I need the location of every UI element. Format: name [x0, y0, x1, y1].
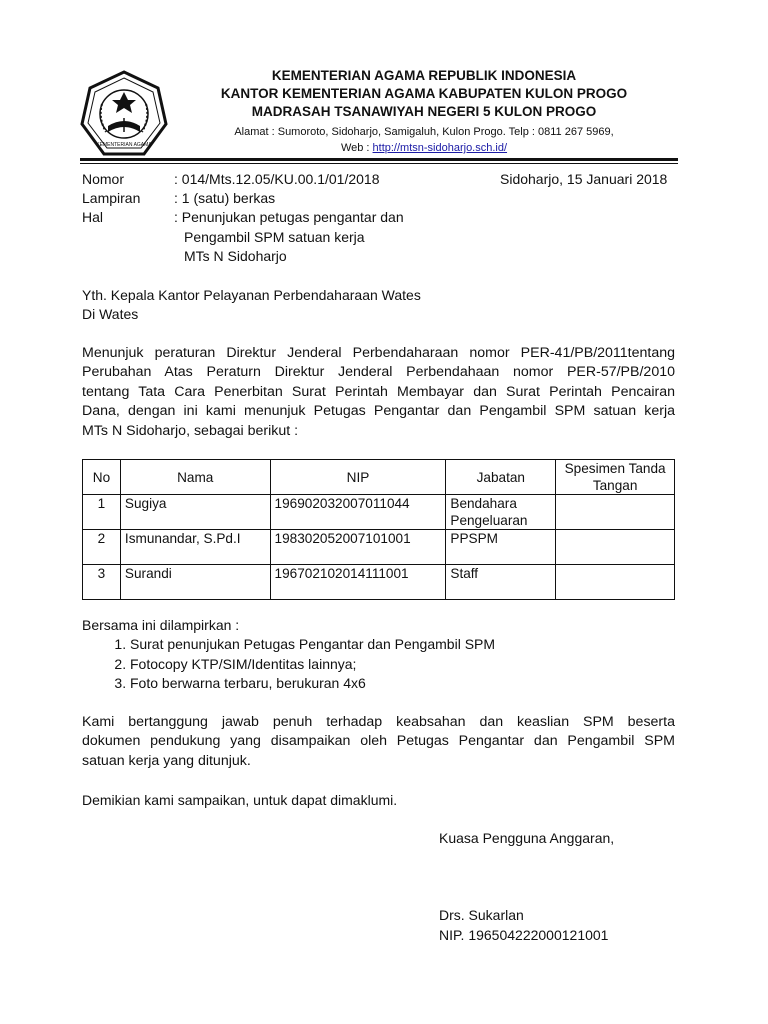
cell-nip: 196902032007011044 — [270, 495, 446, 530]
header-nama: Nama — [120, 460, 270, 495]
cell-no: 1 — [83, 495, 121, 530]
signatory-nip: NIP. 196504222000121001 — [439, 927, 609, 943]
web-link[interactable]: http://mtsn-sidoharjo.sch.id/ — [372, 142, 508, 154]
letterhead-line-2: KANTOR KEMENTERIAN AGAMA KABUPATEN KULON PROGO — [220, 86, 628, 101]
responsibility-line: Kami bertanggung jawab penuh terhadap keabsahan dan keaslian SPM beserta — [82, 714, 675, 730]
lampiran-value: : 1 (satu) berkas — [174, 190, 276, 206]
signatory-name: Drs. Sukarlan — [439, 907, 524, 923]
intro-line: Dana, dengan ini kami menunjuk Petugas Pengantar dan Pengambil SPM satuan kerja — [82, 403, 675, 420]
cell-no: 2 — [83, 530, 121, 565]
attachment-item: 1. Surat penunjukan Petugas Pengantar dan Pengambil SPM — [130, 635, 495, 655]
web-label: Web : — [340, 142, 373, 154]
signature-title: Kuasa Pengguna Anggaran, — [439, 830, 615, 846]
cell-signature — [556, 530, 675, 565]
cell-nama: Sugiya — [120, 495, 270, 530]
letterhead-address: Alamat : Sumoroto, Sidoharjo, Samigaluh, Kulon Progo. Telp : 0811 267 5969, — [234, 126, 614, 138]
table-row — [83, 495, 675, 530]
intro-line: Perubahan Atas Peraturn Direktur Jenderal Perbendahaan nomor PER-57/PB/2010 — [82, 364, 675, 381]
responsibility-line: satuan kerja yang ditunjuk. — [82, 752, 251, 769]
intro-line: tentang Tata Cara Penerbitan Surat Perintah Membayar dan Surat Perintah Pencairan — [82, 383, 675, 400]
cell-jabatan: Bendahara Pengeluaran — [446, 495, 556, 530]
letter-date: Sidoharjo, 15 Januari 2018 — [500, 171, 668, 187]
cell-jabatan: PPSPM — [446, 530, 556, 565]
table-row — [83, 530, 675, 565]
attachment-item: 2. Fotocopy KTP/SIM/Identitas lainnya; — [130, 655, 495, 675]
letterhead-rule-thick — [80, 158, 678, 161]
cell-signature — [556, 565, 675, 600]
letterhead-rule-thin — [80, 163, 678, 164]
cell-jabatan: Staff — [446, 565, 556, 600]
hal-label: Hal — [82, 209, 104, 225]
table-row — [83, 565, 675, 600]
intro-line: Menunjuk peraturan Direktur Jenderal Perbendaharaan nomor PER-41/PB/2011tentang — [82, 345, 675, 361]
letterhead — [160, 67, 688, 156]
header-spesimen: Spesimen Tanda Tangan — [556, 460, 675, 495]
attachment-item: 3. Foto berwarna terbaru, berukuran 4x6 — [130, 674, 495, 694]
header-no: No — [83, 460, 121, 495]
officers-table — [82, 459, 675, 600]
responsibility-paragraph — [82, 713, 675, 771]
lampiran-label: Lampiran — [82, 190, 141, 206]
addressee-line-2: Di Wates — [82, 306, 139, 322]
cell-nama: Surandi — [120, 565, 270, 600]
hal-value-line-1: : Penunjukan petugas pengantar dan — [174, 209, 404, 225]
header-nip: NIP — [270, 460, 446, 495]
letterhead-web — [160, 140, 688, 156]
cell-nip: 196702102014111001 — [270, 565, 446, 600]
intro-line: MTs N Sidoharjo, sebagai berikut : — [82, 422, 299, 439]
responsibility-line: dokumen pendukung yang disampaikan oleh Petugas Pengantar dan Pengambil SPM — [82, 733, 675, 750]
hal-value-line-2: Pengambil SPM satuan kerja — [184, 229, 365, 245]
ministry-logo — [78, 68, 170, 160]
closing-text: Demikian kami sampaikan, untuk dapat dimaklumi. — [82, 792, 398, 808]
nomor-value: : 014/Mts.12.05/KU.00.1/01/2018 — [174, 171, 380, 187]
addressee-line-1: Yth. Kepala Kantor Pelayanan Perbendaharaan Wates — [82, 287, 421, 303]
nomor-label: Nomor — [82, 171, 125, 187]
logo-text: KEMENTERIAN AGAMA — [96, 142, 152, 148]
cell-nip: 198302052007101001 — [270, 530, 446, 565]
cell-no: 3 — [83, 565, 121, 600]
letterhead-line-3: MADRASAH TSANAWIYAH NEGERI 5 KULON PROGO — [251, 104, 597, 119]
cell-nama: Ismunandar, S.Pd.I — [120, 530, 270, 565]
letterhead-line-1: KEMENTERIAN AGAMA REPUBLIK INDONESIA — [271, 68, 577, 83]
cell-signature — [556, 495, 675, 530]
header-jabatan: Jabatan — [446, 460, 556, 495]
attachments-list — [82, 635, 495, 694]
attachments-heading: Bersama ini dilampirkan : — [82, 617, 240, 633]
intro-paragraph — [82, 344, 675, 441]
hal-value-line-3: MTs N Sidoharjo — [184, 248, 287, 264]
table-header-row — [83, 460, 675, 495]
